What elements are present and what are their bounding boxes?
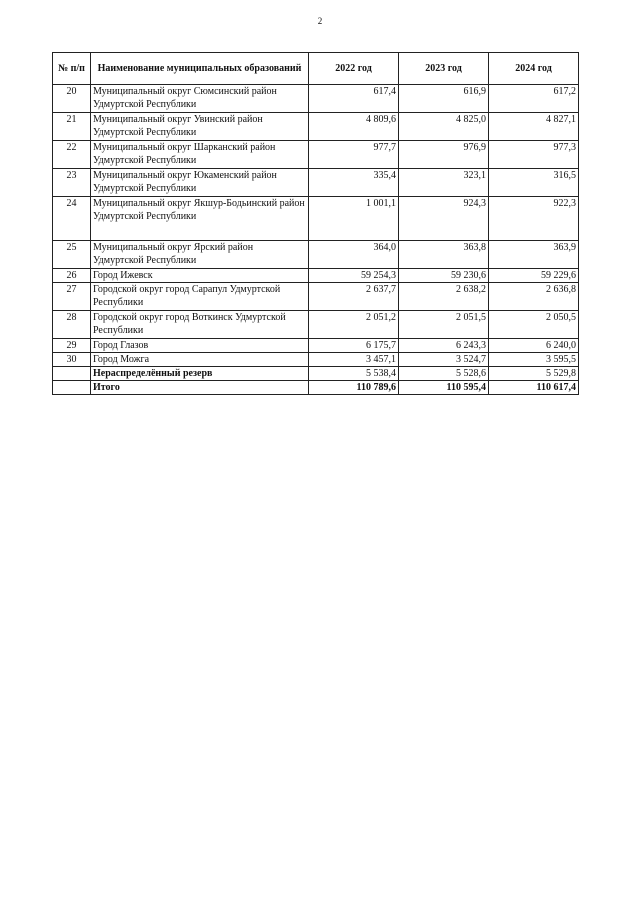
row-2022: 4 809,6 [309, 113, 399, 141]
row-2024: 6 240,0 [489, 339, 579, 353]
row-2024: 2 636,8 [489, 283, 579, 311]
row-2023: 976,9 [399, 141, 489, 169]
row-num: 20 [53, 85, 91, 113]
allocation-table [52, 52, 579, 395]
row-2023: 6 243,3 [399, 339, 489, 353]
table-row [53, 113, 579, 141]
reserve-num [53, 367, 91, 381]
row-2023: 616,9 [399, 85, 489, 113]
row-name: Муниципальный округ Якшур-Бодьинский район Удмуртской Республики [91, 197, 309, 241]
total-num [53, 381, 91, 395]
table-row [53, 269, 579, 283]
reserve-row [53, 367, 579, 381]
row-name: Муниципальный округ Шарканский район Удмуртской Республики [91, 141, 309, 169]
total-2024: 110 617,4 [489, 381, 579, 395]
table-row [53, 241, 579, 269]
row-name: Муниципальный округ Сюмсинский район Удмуртской Республики [91, 85, 309, 113]
reserve-name: Нераспределённый резерв [91, 367, 309, 381]
row-num: 25 [53, 241, 91, 269]
row-2023: 2 638,2 [399, 283, 489, 311]
row-2022: 59 254,3 [309, 269, 399, 283]
row-name: Город Глазов [91, 339, 309, 353]
row-name: Муниципальный округ Юкаменский район Удмуртской Республики [91, 169, 309, 197]
reserve-2022: 5 538,4 [309, 367, 399, 381]
table-row [53, 85, 579, 113]
table-row [53, 339, 579, 353]
row-2022: 3 457,1 [309, 353, 399, 367]
row-2022: 335,4 [309, 169, 399, 197]
row-2022: 617,4 [309, 85, 399, 113]
row-2023: 924,3 [399, 197, 489, 241]
row-num: 29 [53, 339, 91, 353]
row-2023: 3 524,7 [399, 353, 489, 367]
header-2023: 2023 год [399, 53, 489, 85]
row-2023: 323,1 [399, 169, 489, 197]
table-row [53, 169, 579, 197]
row-2024: 316,5 [489, 169, 579, 197]
row-2024: 922,3 [489, 197, 579, 241]
row-2022: 364,0 [309, 241, 399, 269]
row-num: 30 [53, 353, 91, 367]
row-2024: 59 229,6 [489, 269, 579, 283]
row-2022: 2 051,2 [309, 311, 399, 339]
row-2023: 363,8 [399, 241, 489, 269]
row-2022: 1 001,1 [309, 197, 399, 241]
row-2024: 4 827,1 [489, 113, 579, 141]
reserve-2024: 5 529,8 [489, 367, 579, 381]
row-2023: 4 825,0 [399, 113, 489, 141]
row-num: 23 [53, 169, 91, 197]
total-name: Итого [91, 381, 309, 395]
header-2022: 2022 год [309, 53, 399, 85]
header-2024: 2024 год [489, 53, 579, 85]
row-2022: 2 637,7 [309, 283, 399, 311]
row-2022: 977,7 [309, 141, 399, 169]
table-row [53, 311, 579, 339]
table-header-row [53, 53, 579, 85]
row-name: Муниципальный округ Увинский район Удмуртской Республики [91, 113, 309, 141]
total-2023: 110 595,4 [399, 381, 489, 395]
row-2023: 59 230,6 [399, 269, 489, 283]
row-num: 24 [53, 197, 91, 241]
row-name: Город Ижевск [91, 269, 309, 283]
total-2022: 110 789,6 [309, 381, 399, 395]
row-2024: 3 595,5 [489, 353, 579, 367]
row-name: Городской округ город Сарапул Удмуртской Республики [91, 283, 309, 311]
total-row [53, 381, 579, 395]
row-num: 22 [53, 141, 91, 169]
row-num: 27 [53, 283, 91, 311]
row-2024: 2 050,5 [489, 311, 579, 339]
header-name: Наименование муниципальных образований [91, 53, 309, 85]
header-num: № п/п [53, 53, 91, 85]
table-row [53, 197, 579, 241]
table-row [53, 353, 579, 367]
row-2023: 2 051,5 [399, 311, 489, 339]
row-num: 26 [53, 269, 91, 283]
row-name: Городской округ город Воткинск Удмуртской Республики [91, 311, 309, 339]
row-num: 21 [53, 113, 91, 141]
row-num: 28 [53, 311, 91, 339]
table-row [53, 283, 579, 311]
row-2024: 617,2 [489, 85, 579, 113]
row-2024: 977,3 [489, 141, 579, 169]
table-row [53, 141, 579, 169]
row-2024: 363,9 [489, 241, 579, 269]
row-2022: 6 175,7 [309, 339, 399, 353]
reserve-2023: 5 528,6 [399, 367, 489, 381]
row-name: Муниципальный округ Ярский район Удмуртской Республики [91, 241, 309, 269]
page-number: 2 [317, 16, 323, 26]
row-name: Город Можга [91, 353, 309, 367]
